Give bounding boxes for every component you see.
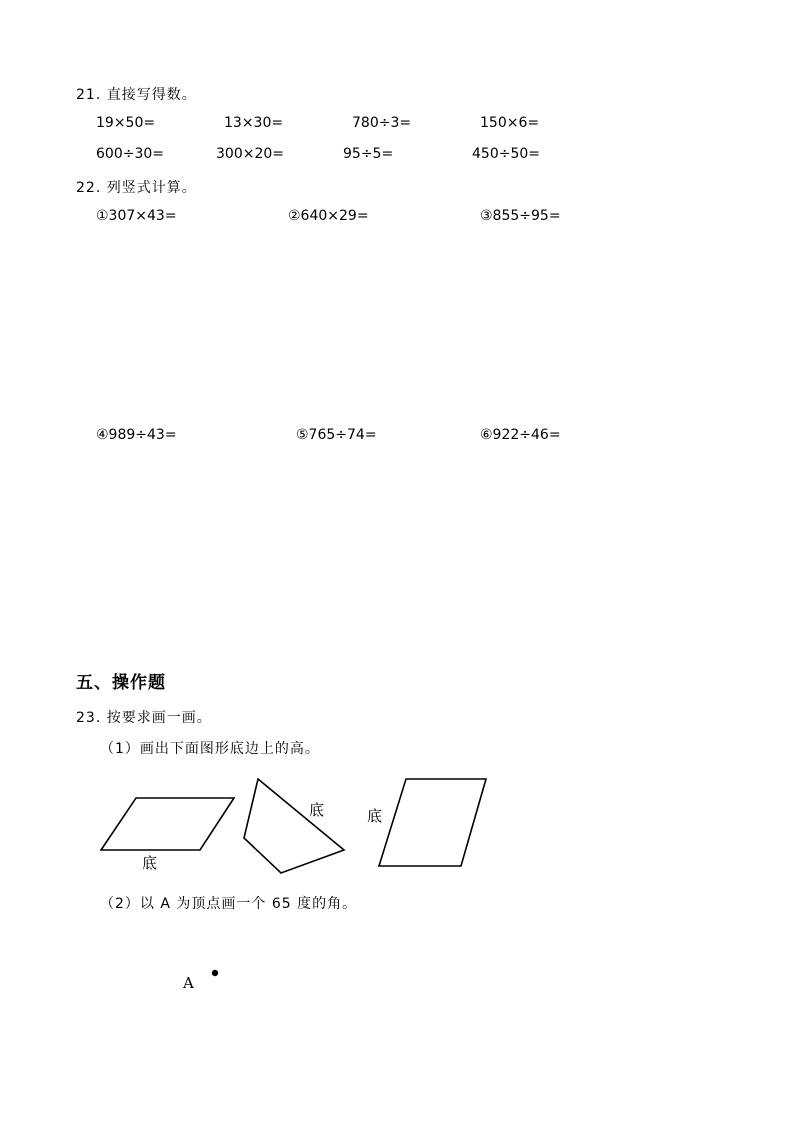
quadrilateral-2 (244, 779, 344, 873)
shape-label-base-1: 底 (142, 854, 158, 872)
q21-expr-3: 780÷3= (352, 115, 412, 131)
q21-expr-1: 19×50= (96, 115, 156, 131)
q21-expr-2: 13×30= (224, 115, 284, 131)
q23-part2: （2）以 A 为顶点画一个 65 度的角。 (100, 896, 358, 912)
q22-expr-2: ②640×29= (288, 208, 369, 224)
q22-expr-1: ①307×43= (96, 208, 177, 224)
q22-expr-5: ⑤765÷74= (296, 427, 377, 443)
q22-title: 22. 列竖式计算。 (76, 180, 197, 196)
q22-expr-4: ④989÷43= (96, 427, 177, 443)
q21-title: 21. 直接写得数。 (76, 87, 197, 103)
parallelogram-3 (379, 779, 486, 866)
shape-label-base-3: 底 (367, 807, 383, 825)
q21-expr-6: 300×20= (216, 146, 284, 162)
q23-part1: （1）画出下面图形底边上的高。 (100, 741, 320, 757)
parallelogram-1 (101, 798, 234, 850)
q22-expr-3: ③855÷95= (480, 208, 561, 224)
q21-expr-8: 450÷50= (472, 146, 540, 162)
shape-label-base-2: 底 (309, 801, 325, 819)
point-a-dot (212, 970, 218, 976)
q21-expr-5: 600÷30= (96, 146, 164, 162)
section-title: 五、操作题 (76, 673, 166, 693)
q22-expr-6: ⑥922÷46= (480, 427, 561, 443)
q21-expr-7: 95÷5= (343, 146, 394, 162)
q23-title: 23. 按要求画一画。 (76, 710, 212, 726)
point-a-label: A (183, 974, 194, 992)
q21-expr-4: 150×6= (480, 115, 540, 131)
